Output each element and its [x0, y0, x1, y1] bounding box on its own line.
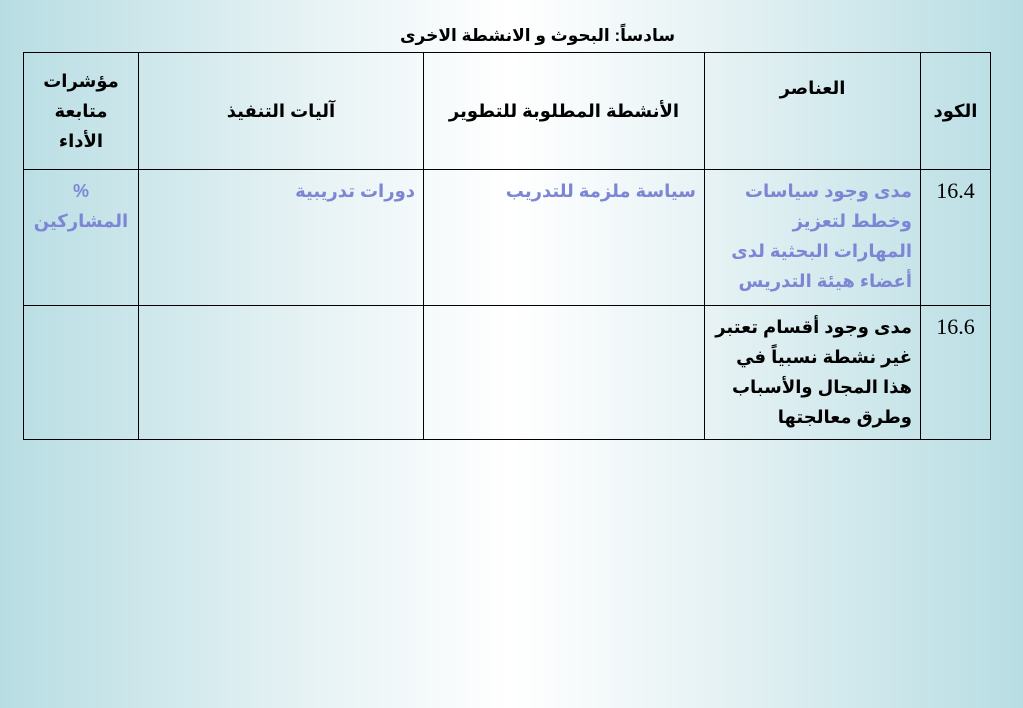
header-code: الكود [921, 53, 991, 170]
row-activity: سياسة ملزمة للتدريب [424, 170, 705, 306]
header-mechanisms: آليات التنفيذ [139, 53, 424, 170]
row-indicator [24, 306, 139, 440]
table-row [24, 170, 991, 306]
table-row [24, 306, 991, 440]
section-title: سادساً: البحوث و الانشطة الاخرى [399, 26, 676, 45]
row-element: مدى وجود سياسات وخطط لتعزيز المهارات البحثية لدى أعضاء هيئة التدريس [705, 170, 921, 306]
header-activities: الأنشطة المطلوبة للتطوير [424, 53, 705, 170]
row-mechanism [139, 306, 424, 440]
row-activity [424, 306, 705, 440]
activities-table [23, 52, 991, 440]
row-code: 16.4 [921, 170, 991, 306]
row-code: 16.6 [921, 306, 991, 440]
table-header-row [24, 53, 991, 170]
row-indicator: % المشاركين [24, 170, 139, 306]
header-indicators: مؤشرات متابعة الأداء [24, 53, 139, 170]
header-elements: العناصر [705, 53, 921, 170]
row-element: مدى وجود أقسام تعتبر غير نشطة نسبياً في هذا المجال والأسباب وطرق معالجتها [705, 306, 921, 440]
row-mechanism: دورات تدريبية [139, 170, 424, 306]
